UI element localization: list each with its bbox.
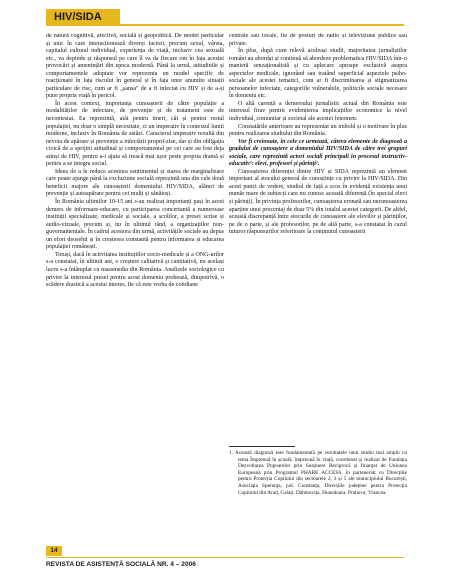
paragraph-emphasis: Vor fi creionate, în cele ce urmează, câteva elemente de diagnoză a gradului de cunoaștere a domeniului HIV/SIDA de către trei grupuri sociale, care reprezintă actori sociali principali în procesul instructiv-educativ¹: elevi, profesori și părinți¹. — [229, 138, 407, 168]
paragraph: Cunoașterea diferenței dintre HIV și SIDA reprezintă un element important al stocului general de cunoștințe cu privire la HIV/SIDA. Din acest punct de vedere, studiul de față a scos în evidență existența unui număr mare de subiecți care nu cunosc această diferență (în special elevi și părinți). În privința profesorilor, cunoașterea eronată sau necunoașterea aparține unui procentaj de doar 5% din totalul acestei categorii. De altfel, această discrepanță între stocurile de cunoaștere ale elevilor și părinților, pe de o parte, și ale profesorilor, pe de altă parte, s-a constatat în cazul tuturor răspunsurilor referitoare la conținutul cunoașterii — [229, 168, 407, 236]
paragraph: În acest context, importanța cunoașterii de către populație a modalităților de infectare, de prevenție și de tratament este de necontestat. Ea reprezintă, atât pentru tineri, cât și pentru restul populației, nu doar o simplă necesitate, ci un imperativ în contextul lumii moderne, inclusiv în România de astăzi. Caracterul imperativ rezultă din nevoia de apărare și prevenție a infectării proprii-zise, dar și din obligația civică de a sprijini atitudinal și comportamental pe cei care au fost deja atinși de HIV, pentru a-i ajuta să treacă mai ușor peste propria dramă și pentru a se integra social. — [46, 100, 224, 168]
paragraph: Totuși, dacă în activitatea instituțiilor socio-medicale și a ONG-urilor s-a constatat, în ultimii ani, o creștere calitativă și cantitativă, nu același lucru s-a întâmplat cu massmedia din România. Analizele sociologice cu privire la interesul presei pentru acest domeniu probează, dimpotrivă, o scădere drastică a acestui interes, fie că este vorba de cotidiane — [46, 251, 224, 289]
footnote: 1. Această diagnoză este fundamentată pe rezultatele unui studiu mai amplu cu tema Împreună în școală, împreună în viață, coordonat și realizat de Fundația Dezvoltarea Popoarelor prin Susținere Reciprocă și finanțat de Uniunea Europeană prin Programul PHARE ACCESS, în parteneriat cu Direcțiile pentru Protecția Copilului din sectoarele 2, 3 și 5 ale municipiului București, Asociația Speranța, jud. Constanța, Direcțiile județene pentru Protecția Copilului din Arad, Galați, Dâmbovița, Hunedoara, Prahova, Vrancea. — [229, 450, 407, 496]
page-number: 14 — [46, 546, 62, 556]
paragraph: În plus, după cum relevă aceleași studii, majoritatea jurnaliștilor români au abordat și continuă să abordeze problematica HIV/SIDA într-o manieră senzaționalistă și cu aplecare aproape exclusivă asupra aspectelor medicale, ignorând sau tratând superficial aspectele psiho-sociale ale acestei tematici, cum ar fi discriminarea și stigmatizarea persoanelor infectate, categoriile vulnerabile, politicile sociale necesare în domeniu etc. — [229, 48, 407, 100]
journal-title: REVISTA DE ASISTENȚĂ SOCIALĂ NR. 4 – 2006 — [46, 561, 196, 568]
section-label: HIV/SIDA — [46, 9, 120, 25]
footnotes — [229, 450, 407, 496]
paragraph: Ideea de a le reduce acestora sentimentul și starea de marginalizare care poate ajunge până la excluziune socială reprezintă una din cele două beneficii majore ale cunoașterii domeniului HIV/SIDA, alături de prevenție și autoapărare pentru cei mulți și sănătoși. — [46, 168, 224, 198]
footnote-separator — [229, 446, 295, 447]
paragraph: Constatările anterioare au reprezentat un imbold și o motivare în plus pentru realizarea studiului din România. — [229, 123, 407, 138]
header-rule — [46, 24, 404, 26]
paragraph: centrale sau locale, fie de posturi de radio și televiziune publice sau private. — [229, 33, 407, 47]
left-column — [46, 33, 224, 565]
paragraph: În România ultimilor 10-15 ani s-au realizat importanți pași în acest demers de informare-educare, cu participarea concertantă a numeroase instituții specializate, medicale și sociale, a școlilor, a presei scrise și audio-vizuale, precum și, nu în ultimul rând, a organizațiilor non-guvernamentale. În cadrul acestora din urmă, activitățile sociale au depus un efort deosebit și în creșterea constantă pentru informarea și educarea populației românești. — [46, 199, 224, 251]
right-column — [229, 33, 407, 443]
paragraph: O altă carență a demersului jurnalistic actual din România este interesul firav pentru evidențierea implicațiilor economice la nivel individual, comunitar și societal ale acestei fenomen. — [229, 100, 407, 123]
footer-rule — [46, 557, 404, 558]
paragraph: de natură cognitivă, afectivă, socială și geopolitică. De model particular și unic în care interacționează diverși factori, precum sexul, vârsta, capitalul cultural individual, experiența de viață, inclusiv cea sexuală etc., va depinde și răspunsul pe care îl va da fiecare om în fața acestei provocări și amenințări din epoca modernă. Până la urmă, atitudinile și comportamentele adoptate vor reprezenta un model specific de reacționare în fața riscului în general și în fața unor anumite situații particulare de risc, cum ar fi „șansa" de a fi infectat cu HIV și de a-și pune propria viață în pericol. — [46, 33, 224, 100]
